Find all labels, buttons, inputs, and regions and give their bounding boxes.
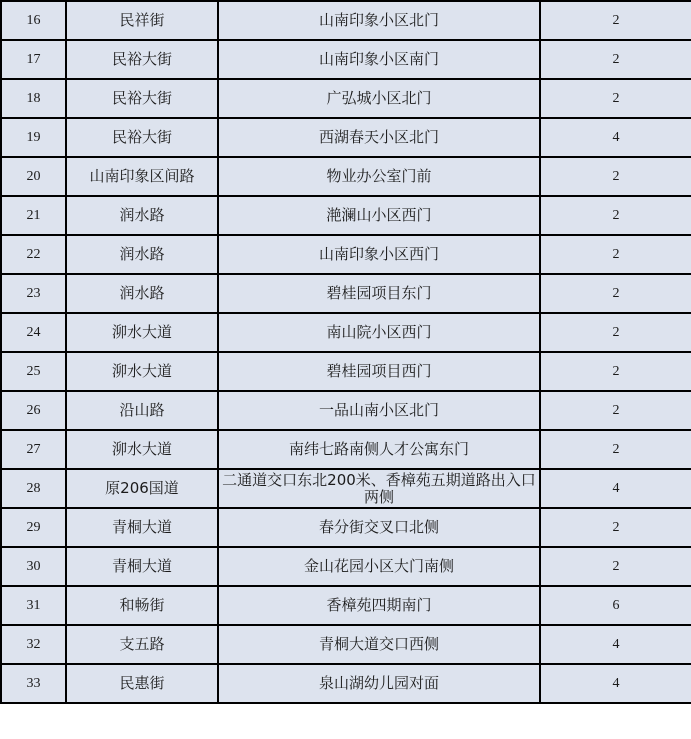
row-number-cell: 22	[1, 235, 66, 274]
road-name-cell: 民裕大街	[66, 40, 218, 79]
road-name-cell: 支五路	[66, 625, 218, 664]
location-cell: 青桐大道交口西侧	[218, 625, 540, 664]
location-cell: 山南印象小区西门	[218, 235, 540, 274]
row-number-cell: 16	[1, 1, 66, 40]
row-number-cell: 30	[1, 547, 66, 586]
table-row	[1, 586, 691, 625]
table-row	[1, 430, 691, 469]
spot-count-cell: 2	[540, 196, 691, 235]
spot-count-cell: 2	[540, 274, 691, 313]
spot-count-cell: 2	[540, 313, 691, 352]
location-cell: 碧桂园项目东门	[218, 274, 540, 313]
row-number-cell: 23	[1, 274, 66, 313]
location-cell: 春分街交叉口北侧	[218, 508, 540, 547]
row-number-cell: 26	[1, 391, 66, 430]
table-row	[1, 40, 691, 79]
location-cell: 山南印象小区北门	[218, 1, 540, 40]
spot-count-cell: 2	[540, 352, 691, 391]
location-cell: 滟澜山小区西门	[218, 196, 540, 235]
spot-count-cell: 2	[540, 391, 691, 430]
spot-count-cell: 2	[540, 1, 691, 40]
table-row	[1, 352, 691, 391]
row-number-cell: 27	[1, 430, 66, 469]
road-name-cell: 青桐大道	[66, 508, 218, 547]
table-row	[1, 235, 691, 274]
road-name-cell: 润水路	[66, 196, 218, 235]
spot-count-cell: 2	[540, 508, 691, 547]
road-name-cell: 泖水大道	[66, 313, 218, 352]
table-row	[1, 625, 691, 664]
table-row	[1, 313, 691, 352]
location-cell: 一品山南小区北门	[218, 391, 540, 430]
table-row	[1, 391, 691, 430]
location-cell: 西湖春天小区北门	[218, 118, 540, 157]
road-name-cell: 润水路	[66, 235, 218, 274]
spot-count-cell: 4	[540, 664, 691, 703]
road-name-cell: 沿山路	[66, 391, 218, 430]
road-name-cell: 民祥街	[66, 1, 218, 40]
road-name-cell: 民裕大街	[66, 118, 218, 157]
table-row	[1, 508, 691, 547]
location-cell: 南山院小区西门	[218, 313, 540, 352]
spot-count-cell: 4	[540, 118, 691, 157]
spot-count-cell: 2	[540, 547, 691, 586]
location-cell: 二通道交口东北200米、香樟苑五期道路出入口两侧	[218, 469, 540, 508]
spot-count-cell: 2	[540, 157, 691, 196]
table-row	[1, 469, 691, 508]
location-cell: 物业办公室门前	[218, 157, 540, 196]
location-cell: 泉山湖幼儿园对面	[218, 664, 540, 703]
location-cell: 南纬七路南侧人才公寓东门	[218, 430, 540, 469]
spot-count-cell: 4	[540, 469, 691, 508]
row-number-cell: 28	[1, 469, 66, 508]
table-row	[1, 157, 691, 196]
table-row	[1, 1, 691, 40]
spot-count-cell: 6	[540, 586, 691, 625]
location-cell: 碧桂园项目西门	[218, 352, 540, 391]
location-cell: 山南印象小区南门	[218, 40, 540, 79]
road-name-cell: 民裕大街	[66, 79, 218, 118]
road-name-cell: 润水路	[66, 274, 218, 313]
road-name-cell: 青桐大道	[66, 547, 218, 586]
spot-count-cell: 4	[540, 625, 691, 664]
table-row	[1, 547, 691, 586]
table-row	[1, 274, 691, 313]
spot-count-cell: 2	[540, 40, 691, 79]
table-body	[1, 1, 691, 703]
row-number-cell: 21	[1, 196, 66, 235]
location-cell: 金山花园小区大门南侧	[218, 547, 540, 586]
road-name-cell: 和畅街	[66, 586, 218, 625]
table-row	[1, 79, 691, 118]
spot-count-cell: 2	[540, 430, 691, 469]
row-number-cell: 24	[1, 313, 66, 352]
row-number-cell: 33	[1, 664, 66, 703]
road-name-cell: 民惠街	[66, 664, 218, 703]
row-number-cell: 32	[1, 625, 66, 664]
table-row	[1, 196, 691, 235]
row-number-cell: 20	[1, 157, 66, 196]
location-cell: 广弘城小区北门	[218, 79, 540, 118]
spot-count-cell: 2	[540, 235, 691, 274]
row-number-cell: 25	[1, 352, 66, 391]
table-row	[1, 664, 691, 703]
road-name-cell: 泖水大道	[66, 430, 218, 469]
road-name-cell: 山南印象区间路	[66, 157, 218, 196]
road-name-cell: 原206国道	[66, 469, 218, 508]
road-name-cell: 泖水大道	[66, 352, 218, 391]
spot-count-cell: 2	[540, 79, 691, 118]
location-cell: 香樟苑四期南门	[218, 586, 540, 625]
row-number-cell: 19	[1, 118, 66, 157]
row-number-cell: 18	[1, 79, 66, 118]
table-row	[1, 118, 691, 157]
row-number-cell: 31	[1, 586, 66, 625]
row-number-cell: 29	[1, 508, 66, 547]
row-number-cell: 17	[1, 40, 66, 79]
